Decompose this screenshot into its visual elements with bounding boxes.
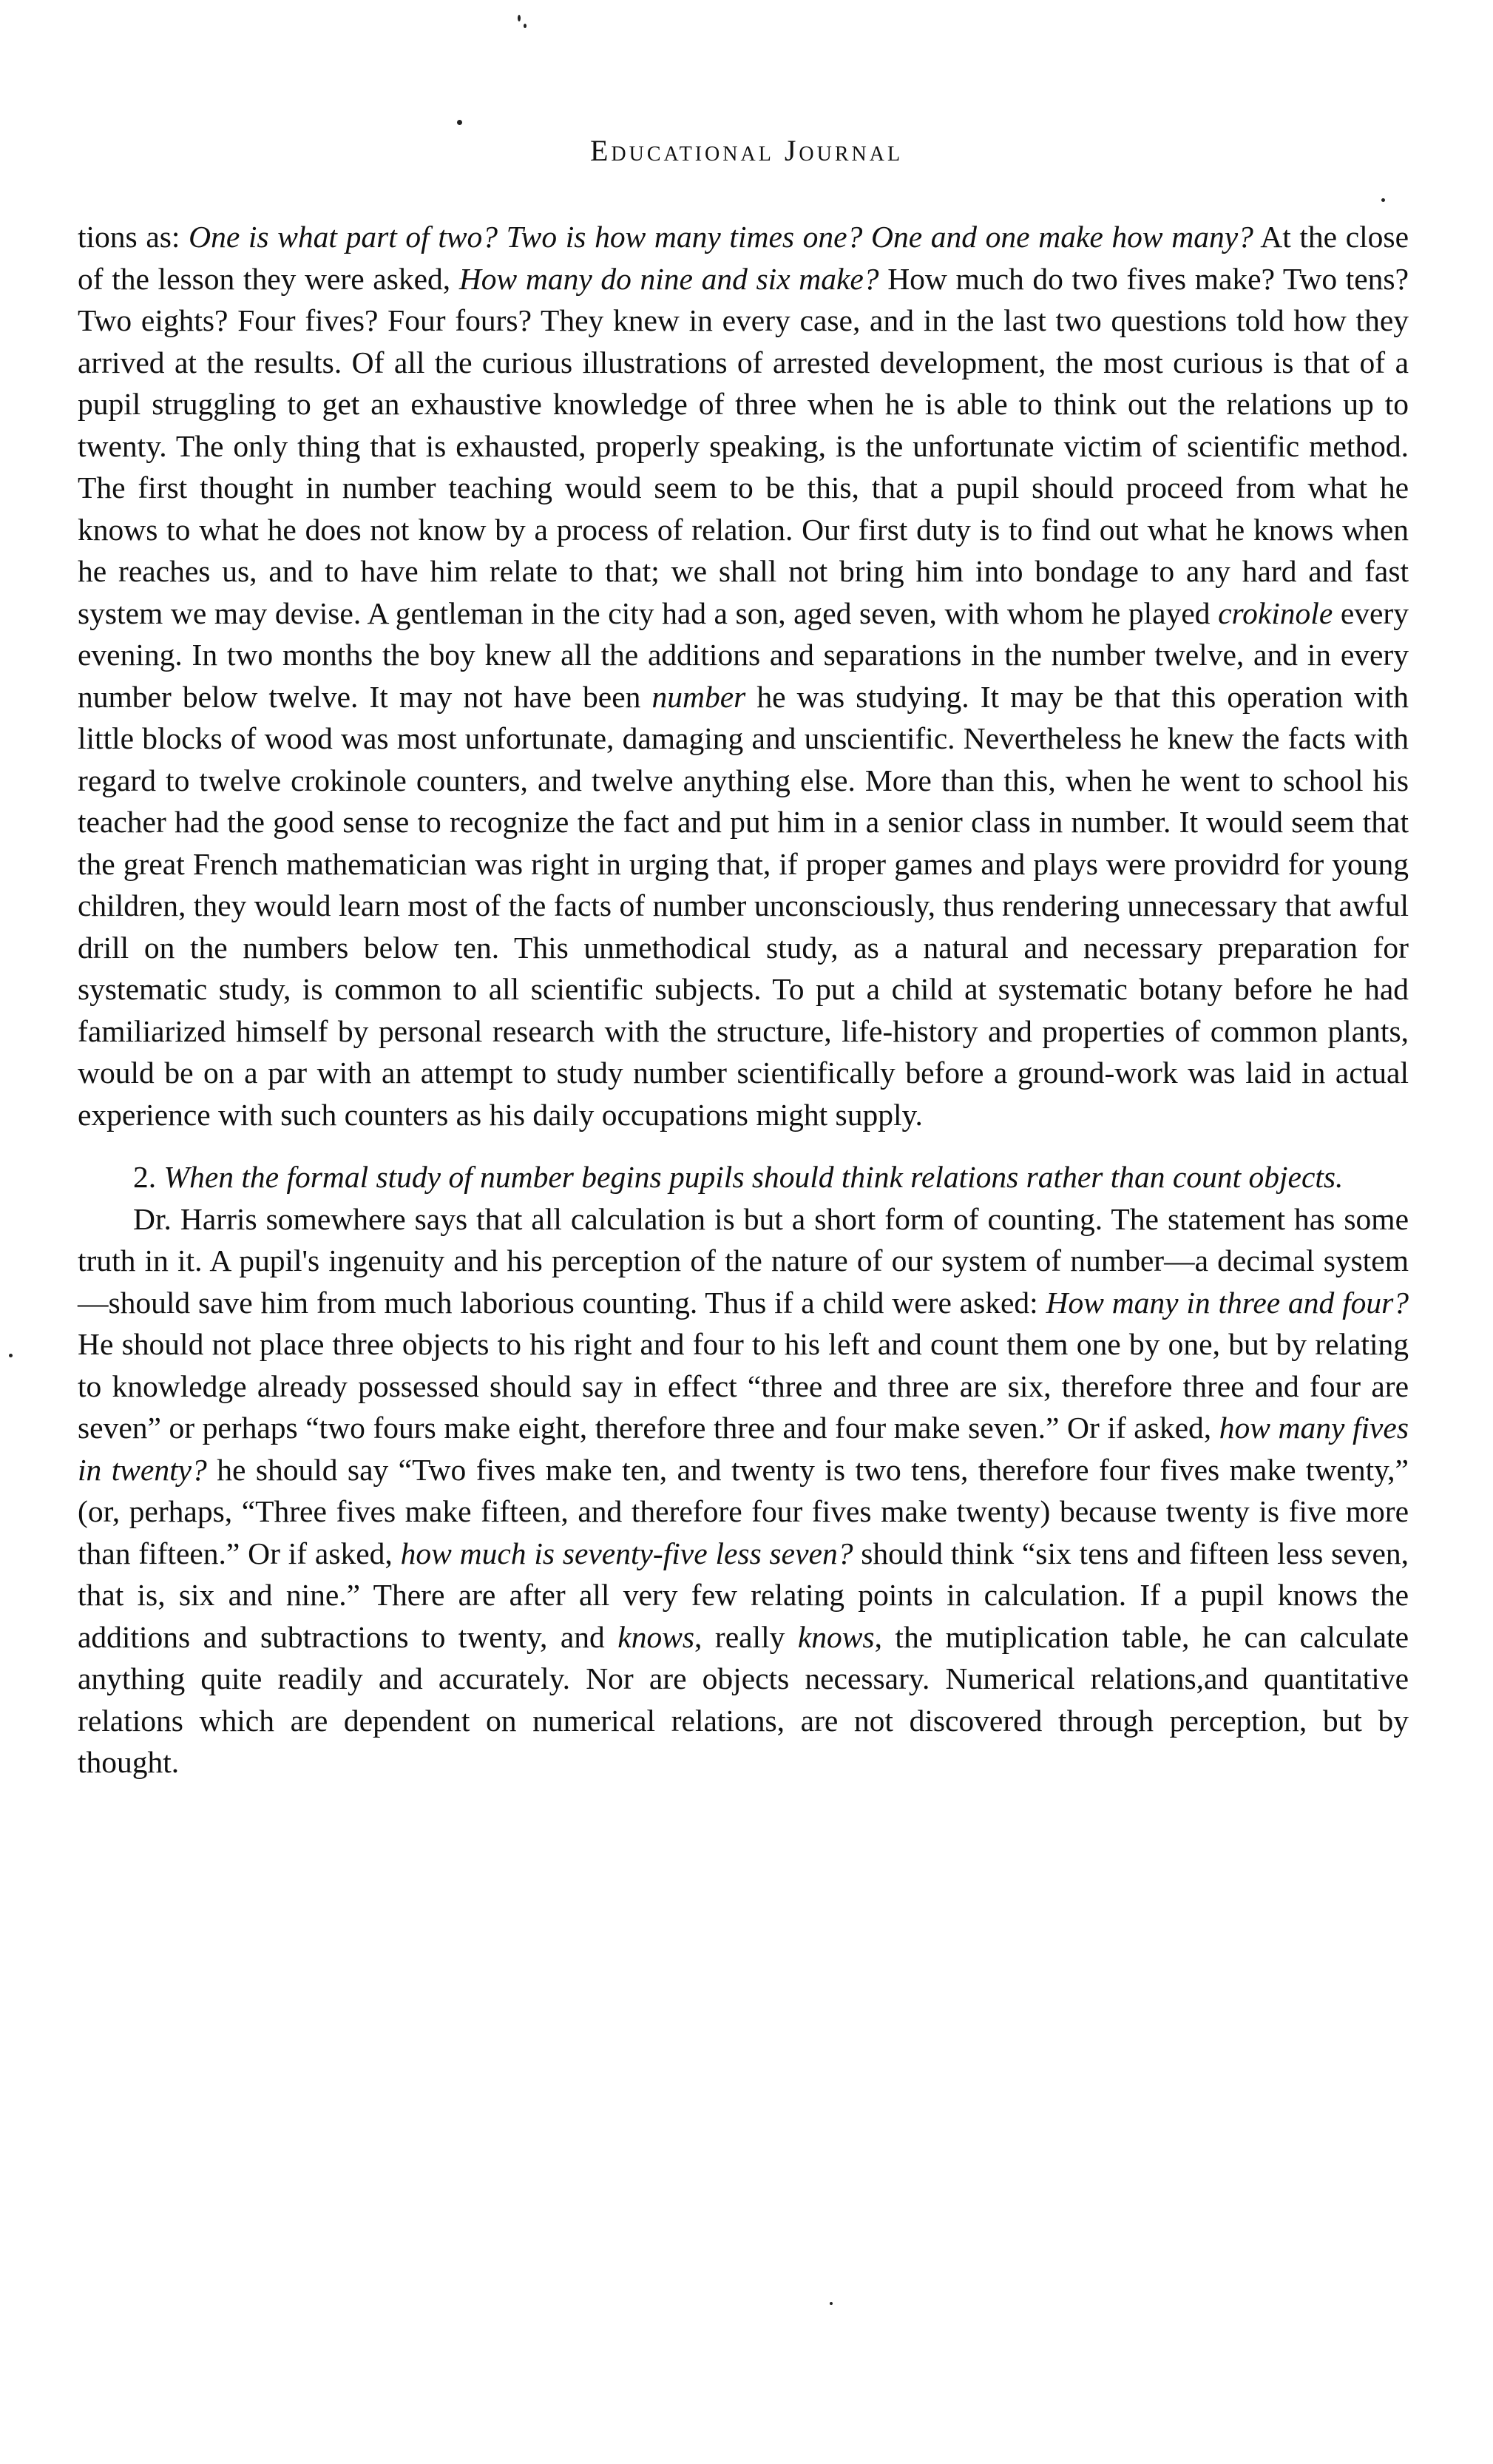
italic-question: How many do nine and six make? xyxy=(458,261,879,296)
print-speck xyxy=(457,120,462,125)
paragraph-2 xyxy=(78,1198,1409,1783)
text-run: , the mutiplication table, he can calculate anything quite readily and accurately. Nor are objects necessary. Numerical relations,and quantitative relations which are dependent on numerical relations, are not discovered through perception, but by thought. xyxy=(78,1619,1409,1779)
print-speck xyxy=(9,1354,13,1357)
italic-question: How many in three and four? xyxy=(1046,1285,1409,1320)
italic-question: One is what part of two? Two is how many times one? One and one make how many? xyxy=(189,220,1253,254)
italic-question: how many fives in twenty? xyxy=(78,1411,1409,1487)
text-run: How much do two fives make? Two tens? Two eights? Four fives? Four fours? They knew in every case, and in the last two questions told how they arrived at the results. Of all the curious illustrations of arrested development, the most curious is that of a pupil struggling to get an exhaustive knowledge of three when he is able to think out the relations up to twenty. The only thing that is exhausted, properly speaking, is the unfortunate victim of scientific method. The first thought in number teaching would seem to be this, that a pupil should proceed from what he knows to what he does not know by a process of relation. Our first duty is to find out what he knows when he reaches us, and to have him relate to that; we shall not bring him into bondage to any hard and fast system we may devise. A gentleman in the city had a son, aged seven, with whom he played xyxy=(78,261,1409,630)
print-speck xyxy=(1381,198,1385,202)
text-run: he should say “Two fives make ten, and twenty is two tens, therefore four fives make twenty,” (or, perhaps, “Three fives make fifteen, and therefore four fives make twenty) because twenty is five more than fifteen.” Or if asked, xyxy=(78,1452,1409,1570)
section-heading xyxy=(78,1156,1409,1198)
section-number: 2. xyxy=(133,1160,157,1194)
article-body xyxy=(78,216,1409,1783)
text-run: should think “six tens and fifteen less seven, that is, six and nine.” There are after all very few relating points in calculation. If a pupil knows the additions and subtractions to twenty, and xyxy=(78,1536,1409,1654)
italic-term: crokinole xyxy=(1218,595,1333,630)
running-head: Educational Journal xyxy=(589,134,904,167)
text-run: He should not place three objects to his right and four to his left and count them one by one, but by relating to knowledge already possessed should say in effect “three and three are six, therefore three and four are seven” or perhaps “two fours make eight, therefore three and four make seven.” Or if asked, xyxy=(78,1327,1409,1445)
text-run: tions as: xyxy=(78,220,189,254)
text-run: he was studying. It may be that this operation with little blocks of wood was most unfortunate, damaging and unscientific. Nevertheless he knew the facts with regard to twelve crokinole counters, and twelve anything else. More than this, when he went to school his teacher had the good sense to recognize the fact and put him in a senior class in number. It would seem that the great French mathematician was right in urging that, if proper games and plays were providrd for young children, they would learn most of the facts of number unconsciously, thus rendering unnecessary that awful drill on the numbers below ten. This unmethodical study, as a natural and necessary preparation for systematic study, is common to all scientific subjects. To put a child at systematic botany before he had familiarized himself by personal research with the structure, life-history and properties of common plants, would be on a par with an attempt to study number scientifically before a ground-work was laid in actual experience with such counters as his daily occupations might supply. xyxy=(78,679,1409,1132)
print-speck xyxy=(524,24,527,28)
text-run: Dr. Harris somewhere says that all calculation is but a short form of counting. The statement has some truth in it. A pupil's ingenuity and his perception of the nature of our system of number—a decimal system—should save him from much laborious counting. Thus if a child were asked: xyxy=(78,1201,1409,1320)
paragraph-1 xyxy=(78,216,1409,1135)
print-speck xyxy=(518,15,521,21)
print-speck xyxy=(830,2302,833,2305)
italic-term: number xyxy=(651,679,746,714)
text-run: , really xyxy=(694,1619,798,1654)
italic-term: knows xyxy=(617,1619,695,1654)
italic-question: how much is seventy-five less seven? xyxy=(400,1536,853,1570)
italic-term: knows xyxy=(797,1619,875,1654)
section-heading-text: When the formal study of number begins pupils should think relations rather than count objects. xyxy=(163,1160,1344,1194)
text-run: every evening. In two months the boy knew all the additions and separations in the number twelve, and in every number below twelve. It may not have been xyxy=(78,595,1409,714)
text-run: At the close of the lesson they were asked, xyxy=(78,220,1409,296)
